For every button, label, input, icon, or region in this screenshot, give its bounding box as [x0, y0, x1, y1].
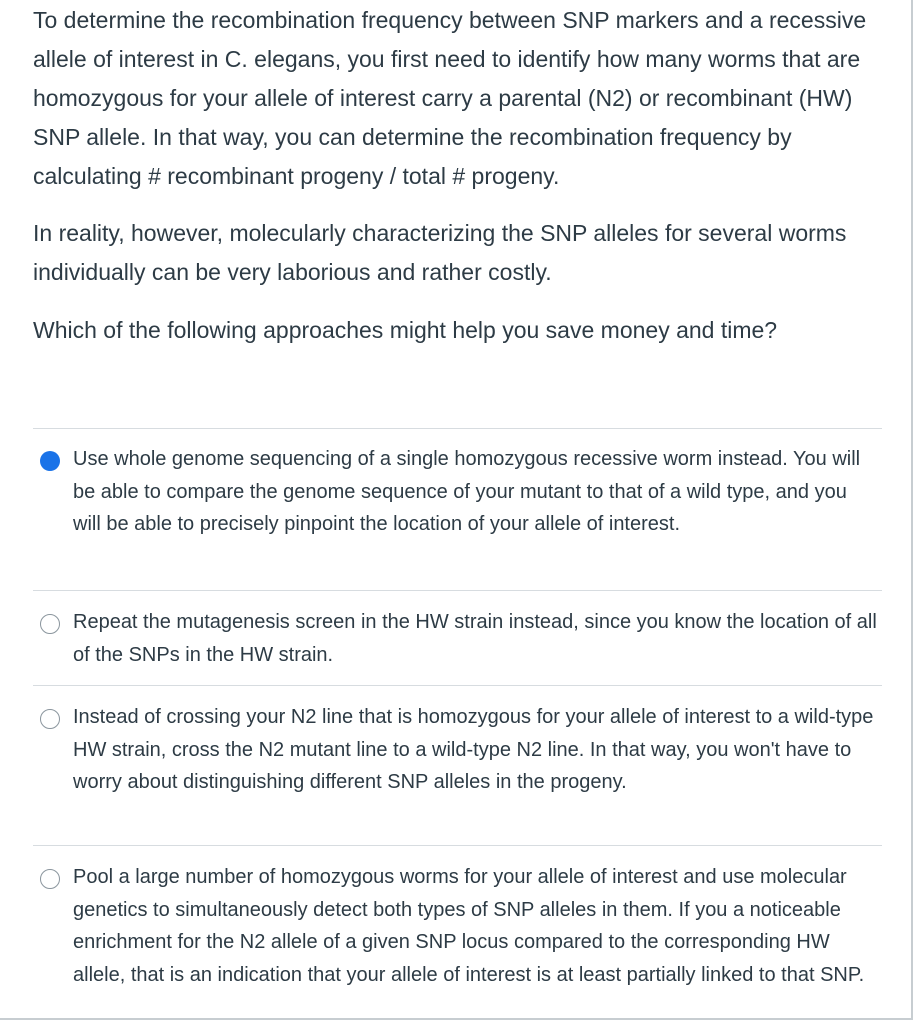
radio-unselected-icon[interactable] — [40, 709, 60, 729]
answer-option-4-label: Pool a large number of homozygous worms for your allele of interest and use molecular genetics to simultaneously detect both types of SNP alleles in them. If you a noticeable enrichment for the N2 allele of a given SNP locus compared to the corresponding HW allele, that is an indication that your allele of interest is at least partially linked to that SNP. — [73, 866, 865, 986]
radio-selected-icon[interactable] — [40, 451, 60, 471]
question-stem — [33, 0, 883, 350]
question-paragraph-1: To determine the recombination frequency between SNP markers and a recessive allele of interest in C. elegans, you first need to identify how many worms that are homozygous for your allele of interest carry a parental (N2) or recombinant (HW) SNP allele. In that way, you can determine the recombination frequency by calculating # recombinant progeny / total # progeny. — [33, 7, 867, 189]
answer-option-3[interactable] — [33, 686, 882, 846]
radio-unselected-icon[interactable] — [40, 614, 60, 634]
answer-option-2-label: Repeat the mutagenesis screen in the HW strain instead, since you know the location of all of the SNPs in the HW strain. — [73, 611, 877, 666]
question-prompt: Which of the following approaches might help you save money and time? — [33, 317, 778, 343]
answer-option-1[interactable] — [33, 429, 882, 591]
answer-option-4[interactable] — [33, 846, 882, 1020]
answer-option-1-label: Use whole genome sequencing of a single homozygous recessive worm instead. You will be able to compare the genome sequence of your mutant to that of a wild type, and you will be able to precisely pinpoint the location of your allele of interest. — [73, 448, 861, 535]
answer-option-2[interactable] — [33, 591, 882, 686]
answer-list — [33, 428, 882, 1020]
question-paragraph-2: In reality, however, molecularly characterizing the SNP alleles for several worms individually can be very laborious and rather costly. — [33, 220, 847, 285]
radio-unselected-icon[interactable] — [40, 869, 60, 889]
answer-option-3-label: Instead of crossing your N2 line that is homozygous for your allele of interest to a wild-type HW strain, cross the N2 mutant line to a wild-type N2 line. In that way, you won't have to worry about distinguishing different SNP alleles in the progeny. — [73, 706, 874, 793]
